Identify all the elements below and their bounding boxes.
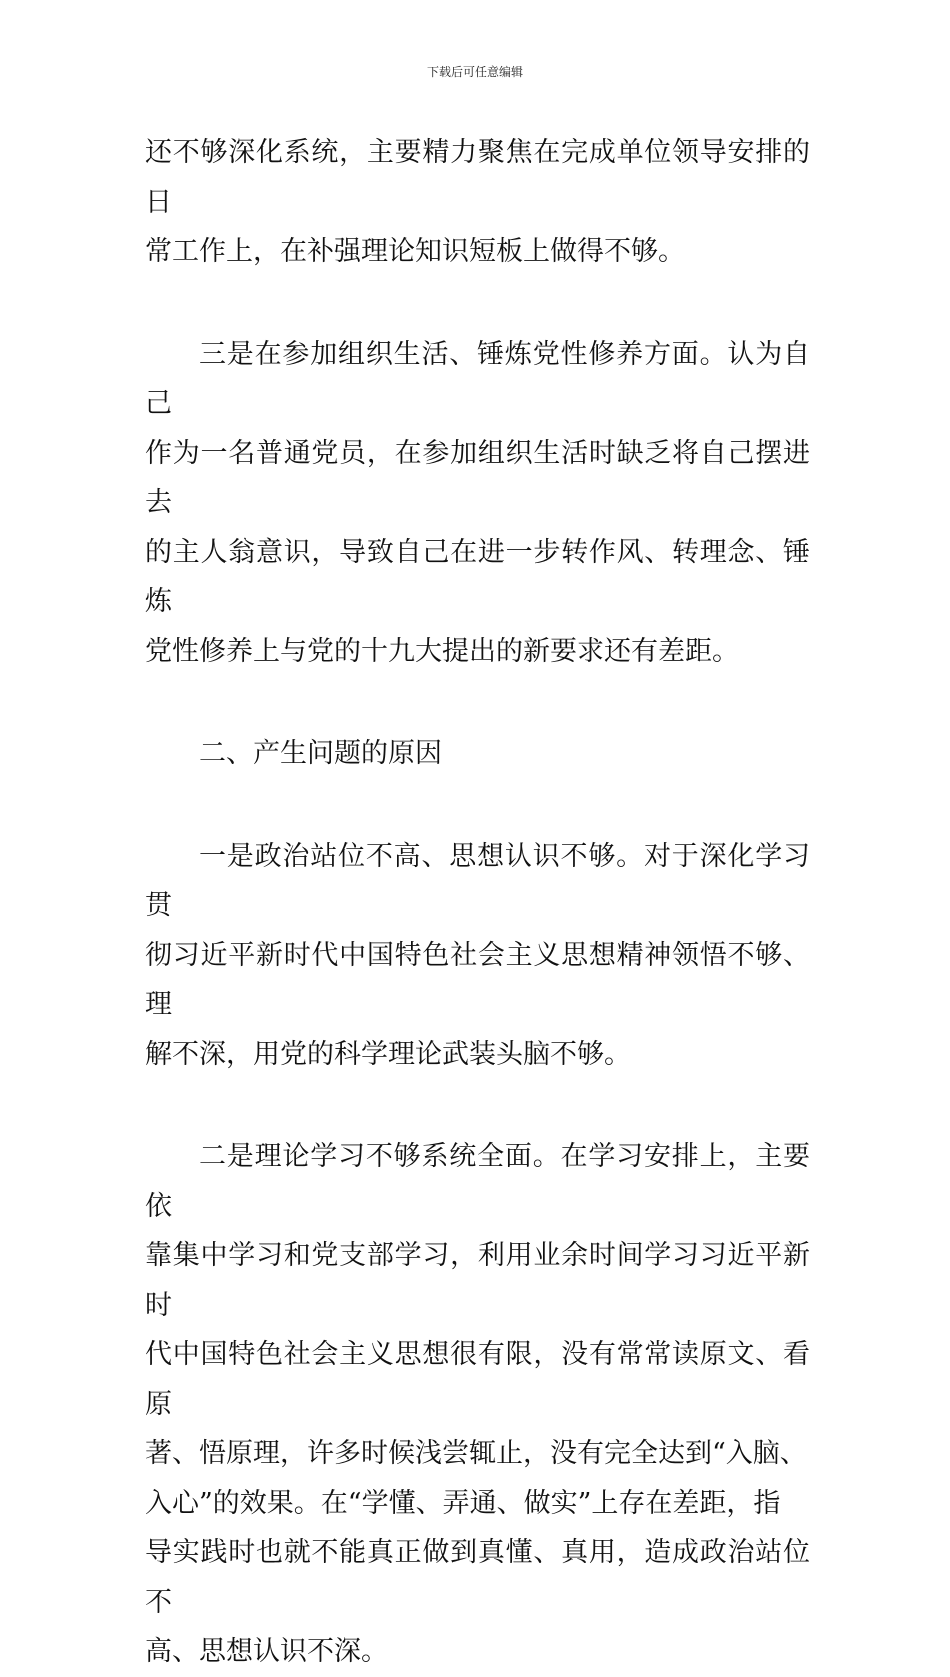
text-line: 靠集中学习和党支部学习，利用业余时间学习习近平新时 [145,1240,810,1321]
paragraph-continuation [145,128,810,277]
text-line: 三是在参加组织生活、锤炼党性修养方面。认为自己 [145,338,810,419]
text-line: 二是理论学习不够系统全面。在学习安排上，主要依 [145,1141,810,1222]
heading-text: 二、产生问题的原因 [199,738,442,769]
text-line: 解不深，用党的科学理论武装头脑不够。 [145,1038,631,1070]
document-body [145,128,810,1677]
section-heading [145,729,810,779]
paragraph-reason-one [145,832,810,1080]
text-line: 还不够深化系统，主要精力聚焦在完成单位领导安排的日 [145,137,810,218]
text-line: 著、悟原理，许多时候浅尝辄止，没有完全达到“入脑、 [145,1438,807,1469]
text-line: 的主人翁意识，导致自己在进一步转作风、转理念、锤炼 [145,536,810,617]
text-line: 高、思想认识不深。 [145,1636,388,1667]
text-line: 导实践时也就不能真正做到真懂、真用，造成政治站位不 [145,1537,810,1618]
text-line: 代中国特色社会主义思想很有限，没有常常读原文、看原 [145,1339,810,1420]
text-line: 彻习近平新时代中国特色社会主义思想精神领悟不够、理 [145,939,810,1020]
paragraph-reason-two [145,1132,810,1677]
text-line: 作为一名普通党员，在参加组织生活时缺乏将自己摆进去 [145,437,810,518]
text-line: 常工作上，在补强理论知识短板上做得不够。 [145,236,685,267]
page-header-note: 下载后可任意编辑 [426,65,523,79]
text-line: 一是政治站位不高、思想认识不够。对于深化学习贯 [145,840,810,921]
text-line: 入心”的效果。在“学懂、弄通、做实”上存在差距，指 [145,1487,781,1519]
paragraph-point-three [145,330,810,677]
text-line: 党性修养上与党的十九大提出的新要求还有差距。 [145,635,739,667]
